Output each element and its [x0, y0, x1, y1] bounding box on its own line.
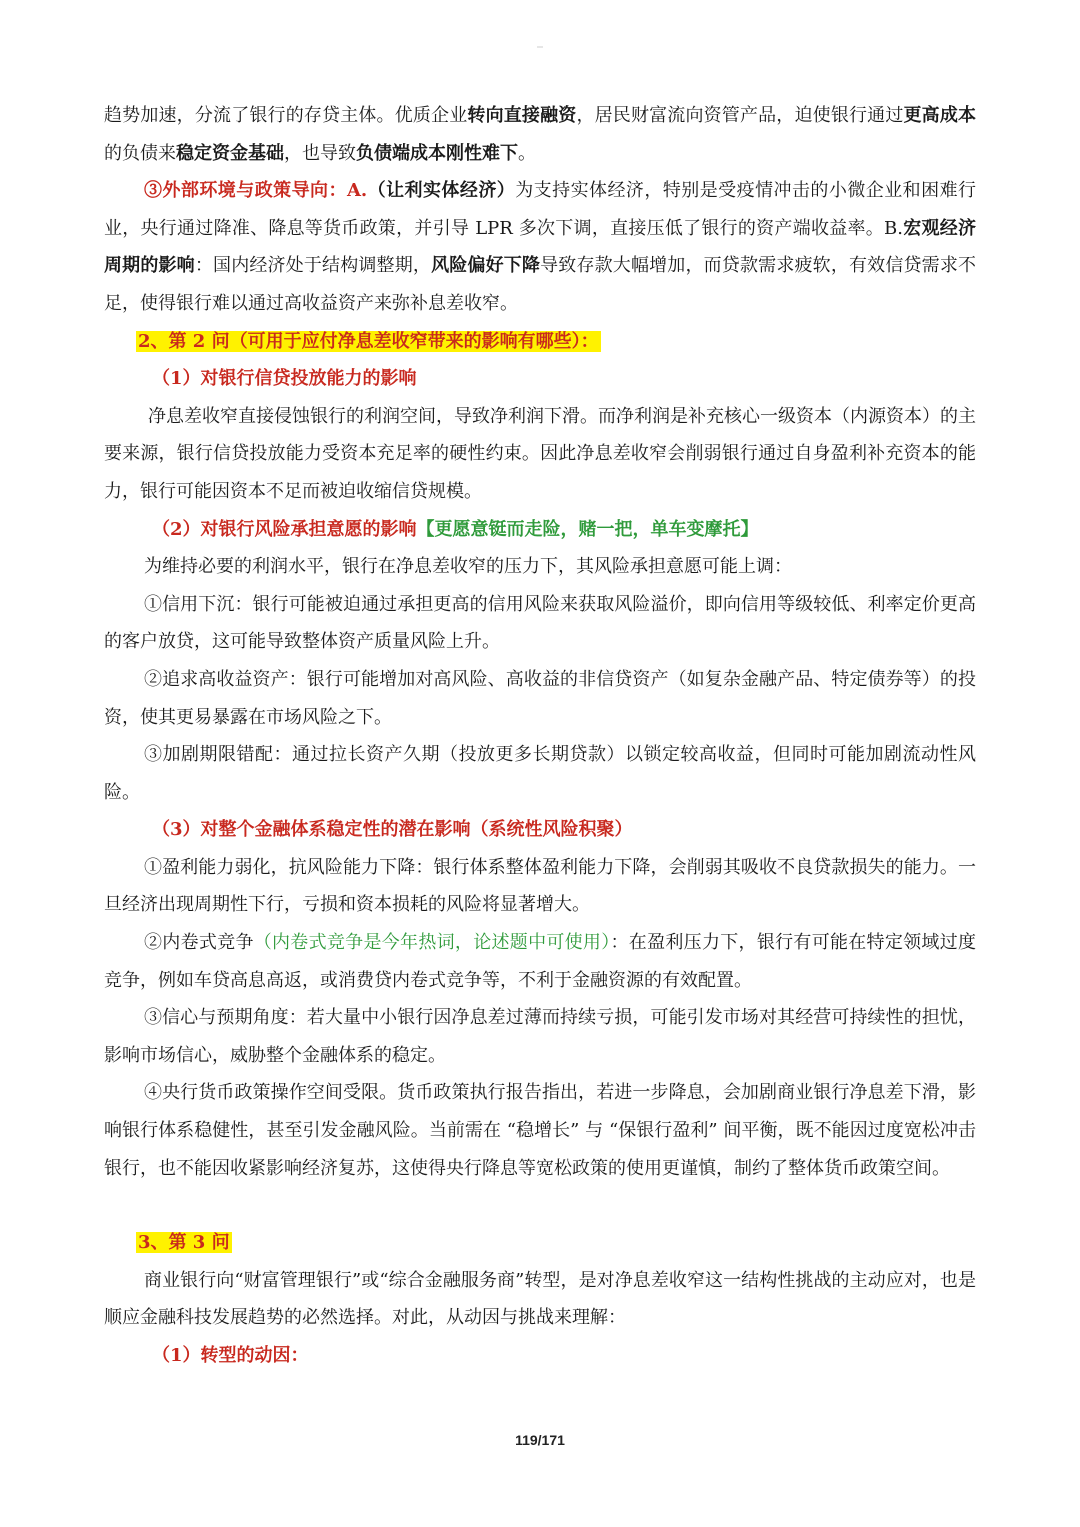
- list-item-profitability: ①盈利能力弱化，抗风险能力下降：银行体系整体盈利能力下降，会削弱其吸收不良贷款损失的能力。一旦经济出现周期性下行，亏损和资本损耗的风险将显著增大。: [104, 856, 976, 916]
- list-item-monetary-policy: ④央行货币政策操作空间受限。货币政策执行报告指出，若进一步降息，会加剧商业银行净息差下滑，影响银行体系稳健性，甚至引发金融风险。当前需在 “稳增长” 与 “保银行盈利” 间平衡，既不能因过度宽松冲击银行，也不能因收紧影响经济复苏，这使得央行降息等宽松政策的使用更谨慎，制约了整体货币政策空间。: [104, 1082, 976, 1179]
- list-item-credit-downgrade: ①信用下沉：银行可能被迫通过承担更高的信用风险来获取风险溢价，即向信用等级较低、利率定价更高的客户放贷，这可能导致整体资产质量风险上升。: [104, 593, 976, 653]
- heading-credit-capacity: （1）对银行信贷投放能力的影响: [152, 368, 417, 390]
- heading-transformation-drivers: （1）转型的动因：: [152, 1345, 309, 1366]
- page-number: 119/171: [515, 1432, 565, 1448]
- paragraph-transformation: 商业银行向“财富管理银行”或“综合金融服务商”转型，是对净息差收窄这一结构性挑战的主动应对，也是顺应金融科技发展趋势的必然选择。对此，从动因与挑战来理解：: [104, 1269, 976, 1329]
- scan-mark: [537, 46, 543, 48]
- section-gap: [104, 1187, 976, 1224]
- list-item-maturity-mismatch: ③加剧期限错配：通过拉长资产久期（投放更多长期贷款）以锁定较高收益，但同时可能加剧流动性风险。: [104, 744, 976, 803]
- paragraph-external-policy: ③外部环境与政策导向：A.（让利实体经济）为支持实体经济，特别是受疫情冲击的小微企业和困难行业，央行通过降准、降息等货币政策，并引导 LPR 多次下调，直接压低了银行的资产端收益率。B.宏观经济周期的影响：国内经济处于结构调整期，风险偏好下降导致存款大幅增加，而贷款需求疲软，有效信贷需求不足，使得银行难以通过高收益资产来弥补息差收窄。: [104, 180, 977, 314]
- list-item-high-yield-assets: ②追求高收益资产：银行可能增加对高风险、高收益的非信贷资产（如复杂金融产品、特定债券等）的投资，使其更易暴露在市场风险之下。: [104, 668, 976, 728]
- paragraph-credit-capacity: 净息差收窄直接侵蚀银行的利润空间，导致净利润下滑。而净利润是补充核心一级资本（内源资本）的主要来源，银行信贷投放能力受资本充足率的硬性约束。因此净息差收窄会削弱银行通过自身盈利补充资本的能力，银行可能因资本不足而被迫收缩信贷规模。: [104, 405, 976, 502]
- page-content: [104, 97, 976, 1375]
- heading-risk-appetite: （2）对银行风险承担意愿的影响【更愿意铤而走险，赌一把，单车变摩托】: [152, 518, 759, 540]
- heading-systemic-risk: （3）对整个金融体系稳定性的潜在影响（系统性风险积聚）: [152, 819, 633, 841]
- note-involution: （内卷式竞争是今年热词，论述题中可使用）: [253, 932, 611, 954]
- heading-question-3: 3、第 3 问: [138, 1232, 230, 1254]
- list-item-confidence: ③信心与预期角度：若大量中小银行因净息差过薄而持续亏损，可能引发市场对其经营可持续性的担忧，影响市场信心，威胁整个金融体系的稳定。: [104, 1007, 976, 1066]
- heading-question-2: 2、第 2 问（可用于应付净息差收窄带来的影响有哪些）：: [138, 330, 599, 352]
- note-risk-appetite: 【更愿意铤而走险，赌一把，单车变摩托】: [416, 518, 759, 540]
- list-item-involution: ②内卷式竞争（内卷式竞争是今年热词，论述题中可使用）：在盈利压力下，银行有可能在特定领域过度竞争，例如车贷高息高返，或消费贷内卷式竞争等，不利于金融资源的有效配置。: [104, 932, 977, 991]
- paragraph-risk-intro: 为维持必要的利润水平，银行在净息差收窄的压力下，其风险承担意愿可能上调：: [144, 556, 792, 578]
- paragraph-deposit-trend: 趋势加速，分流了银行的存贷主体。优质企业转向直接融资，居民财富流向资管产品，迫使银行通过更高成本的负债来稳定资金基础，也导致负债端成本刚性难下。: [104, 105, 977, 164]
